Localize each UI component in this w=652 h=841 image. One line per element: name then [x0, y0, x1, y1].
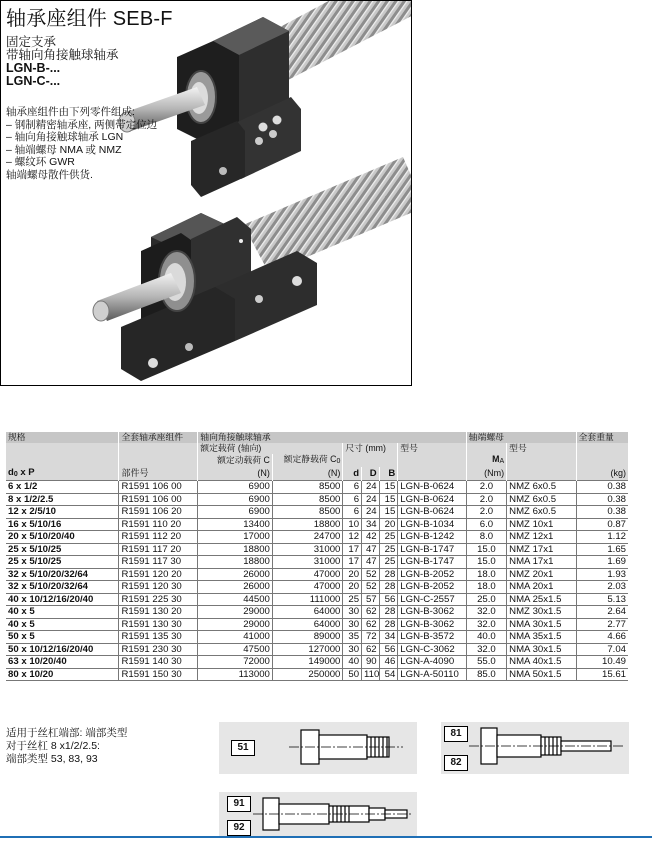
cell-type: LGN-B-3062 [398, 618, 466, 631]
cell-spec: 6 x 1/2 [6, 481, 119, 494]
footer-rule [0, 836, 652, 838]
cell-type: LGN-B-0624 [398, 493, 466, 506]
cell-spec: 25 x 5/10/25 [6, 543, 119, 556]
cell-ma: 32.0 [466, 606, 506, 619]
cell-type: LGN-B-2052 [398, 581, 466, 594]
cell-c: 18800 [198, 556, 273, 569]
cell-c0: 111000 [272, 593, 342, 606]
cell-part: R1591 110 20 [119, 518, 198, 531]
table-header-row [6, 432, 628, 443]
cell-kg: 1.12 [576, 531, 628, 544]
cell-kg: 1.69 [576, 556, 628, 569]
cell-kg: 0.38 [576, 506, 628, 519]
cell-B: 15 [379, 481, 398, 494]
cell-B: 20 [379, 518, 398, 531]
cell-c0: 149000 [272, 656, 342, 669]
cell-d: 20 [343, 568, 362, 581]
cell-spec: 20 x 5/10/20/40 [6, 531, 119, 544]
cell-D: 24 [362, 506, 380, 519]
cell-ma: 18.0 [466, 581, 506, 594]
header-bearing: 轴向角接触球轴承 [198, 432, 466, 443]
cell-ma: 2.0 [466, 506, 506, 519]
cell-spec: 80 x 10/20 [6, 668, 119, 681]
table-row [6, 531, 628, 544]
cell-type: LGN-B-1034 [398, 518, 466, 531]
cell-spec: 8 x 1/2/2.5 [6, 493, 119, 506]
end-type-diagram-81-82 [441, 722, 629, 774]
cell-nut: NMA 20x1 [507, 581, 576, 594]
table-header-row [6, 454, 628, 467]
cell-D: 62 [362, 643, 380, 656]
header-load: 额定载荷 (轴向) [198, 443, 343, 454]
cell-d: 12 [343, 531, 362, 544]
cell-c0: 31000 [272, 556, 342, 569]
cell-spec: 16 x 5/10/16 [6, 518, 119, 531]
table-row [6, 631, 628, 644]
cell-type: LGN-C-2557 [398, 593, 466, 606]
cell-kg: 10.49 [576, 656, 628, 669]
cell-type: LGN-B-0624 [398, 506, 466, 519]
cell-part: R1591 117 20 [119, 543, 198, 556]
note-line: 对于丝杠 8 x1/2/2.5: [6, 740, 100, 752]
cell-c: 29000 [198, 606, 273, 619]
cell-nut: NMZ 6x0.5 [507, 481, 576, 494]
cell-type: LGN-A-4090 [398, 656, 466, 669]
shaft-end-bottom [93, 301, 109, 321]
cell-spec: 32 x 5/10/20/32/64 [6, 581, 119, 594]
cell-type: LGN-B-2052 [398, 568, 466, 581]
cell-type: LGN-B-1747 [398, 543, 466, 556]
table-row [6, 568, 628, 581]
cell-spec: 40 x 10/12/16/20/40 [6, 593, 119, 606]
cell-D: 90 [362, 656, 380, 669]
cell-nut: NMZ 17x1 [507, 543, 576, 556]
component-note: 轴端螺母散件供货. [6, 168, 93, 181]
cell-d: 25 [343, 593, 362, 606]
cell-B: 28 [379, 568, 398, 581]
component-item: – 钢制精密轴承座, 两侧带定位边 [6, 118, 158, 131]
cell-part: R1591 120 20 [119, 568, 198, 581]
cell-c: 29000 [198, 618, 273, 631]
cell-spec: 25 x 5/10/25 [6, 556, 119, 569]
unit-ma: (Nm) [466, 467, 506, 481]
cell-d: 40 [343, 656, 362, 669]
header-stat-load: 额定静载荷 $C_0$ [272, 454, 342, 467]
cell-part: R1591 140 30 [119, 656, 198, 669]
table-row [6, 556, 628, 569]
cell-ma: 32.0 [466, 618, 506, 631]
header-dim: 尺寸 (mm) [343, 443, 398, 454]
cell-nut: NMZ 20x1 [507, 568, 576, 581]
header-d0p: $d_0$ x P [6, 467, 119, 481]
cell-spec: 40 x 5 [6, 606, 119, 619]
cell-ma: 8.0 [466, 531, 506, 544]
table-row [6, 518, 628, 531]
cell-d: 30 [343, 618, 362, 631]
cell-d: 6 [343, 506, 362, 519]
end-type-note [6, 727, 127, 766]
table-row [6, 668, 628, 681]
cell-c0: 31000 [272, 543, 342, 556]
cell-kg: 0.38 [576, 481, 628, 494]
shaft-end-drawing [219, 722, 417, 774]
cell-type: LGN-B-1747 [398, 556, 466, 569]
cell-kg: 4.66 [576, 631, 628, 644]
cell-kg: 5.13 [576, 593, 628, 606]
cell-ma: 18.0 [466, 568, 506, 581]
cell-B: 54 [379, 668, 398, 681]
cell-d: 10 [343, 518, 362, 531]
cell-c0: 64000 [272, 618, 342, 631]
cell-part: R1591 130 20 [119, 606, 198, 619]
page-title: 轴承座组件 SEB-F [6, 8, 173, 30]
cell-kg: 15.61 [576, 668, 628, 681]
shaft-end-drawing [441, 722, 629, 774]
cell-part: R1591 120 30 [119, 581, 198, 594]
cell-c: 6900 [198, 506, 273, 519]
cell-ma: 25.0 [466, 593, 506, 606]
cell-d: 17 [343, 543, 362, 556]
cell-d: 20 [343, 581, 362, 594]
cell-c0: 250000 [272, 668, 342, 681]
cell-nut: NMZ 12x1 [507, 531, 576, 544]
cell-c: 41000 [198, 631, 273, 644]
table-row [6, 593, 628, 606]
cell-ma: 15.0 [466, 543, 506, 556]
cell-D: 62 [362, 606, 380, 619]
cell-D: 42 [362, 531, 380, 544]
cell-d: 50 [343, 668, 362, 681]
table-row [6, 618, 628, 631]
table-row [6, 493, 628, 506]
header-spec: 规格 [6, 432, 119, 443]
cell-type: LGN-A-50110 [398, 668, 466, 681]
cell-c: 26000 [198, 581, 273, 594]
cell-d: 30 [343, 606, 362, 619]
cell-c: 26000 [198, 568, 273, 581]
header-nut-type: 型号 [507, 443, 576, 454]
cell-spec: 63 x 10/20/40 [6, 656, 119, 669]
header-ma: $M_A$ [466, 454, 506, 467]
cell-c: 47500 [198, 643, 273, 656]
cell-part: R1591 106 20 [119, 506, 198, 519]
cell-c0: 64000 [272, 606, 342, 619]
cell-kg: 1.65 [576, 543, 628, 556]
subtitle-line: 固定支承 [6, 35, 57, 49]
cell-c0: 8500 [272, 493, 342, 506]
cell-B: 25 [379, 531, 398, 544]
component-item: – 螺纹环 GWR [6, 156, 75, 169]
cell-ma: 15.0 [466, 556, 506, 569]
cell-nut: NMA 25x1.5 [507, 593, 576, 606]
cell-ma: 2.0 [466, 493, 506, 506]
cell-d: 35 [343, 631, 362, 644]
cell-B: 28 [379, 581, 398, 594]
cell-c0: 8500 [272, 506, 342, 519]
product-subtitle [6, 36, 119, 88]
cell-d: 6 [343, 481, 362, 494]
cell-ma: 85.0 [466, 668, 506, 681]
cell-type: LGN-B-3572 [398, 631, 466, 644]
header-D: D [362, 467, 380, 481]
note-line: 端部类型 53, 83, 93 [6, 753, 98, 765]
cell-D: 34 [362, 518, 380, 531]
cell-part: R1591 117 30 [119, 556, 198, 569]
cell-c0: 24700 [272, 531, 342, 544]
cell-part: R1591 106 00 [119, 481, 198, 494]
table-row [6, 643, 628, 656]
cell-nut: NMA 35x1.5 [507, 631, 576, 644]
end-type-diagram-51 [219, 722, 417, 774]
table-row [6, 581, 628, 594]
cell-nut: NMA 30x1.5 [507, 618, 576, 631]
table-row [6, 606, 628, 619]
cell-ma: 2.0 [466, 481, 506, 494]
header-weight: 全套重量 [576, 432, 628, 443]
cell-type: LGN-C-3062 [398, 643, 466, 656]
cell-type: LGN-B-3062 [398, 606, 466, 619]
cell-nut: NMA 50x1.5 [507, 668, 576, 681]
table-row [6, 543, 628, 556]
cell-nut: NMZ 6x0.5 [507, 493, 576, 506]
cell-spec: 50 x 10/12/16/20/40 [6, 643, 119, 656]
cell-spec: 12 x 2/5/10 [6, 506, 119, 519]
cell-nut: NMZ 30x1.5 [507, 606, 576, 619]
cell-type: LGN-B-1242 [398, 531, 466, 544]
cell-d: 6 [343, 493, 362, 506]
cell-B: 25 [379, 543, 398, 556]
cell-B: 28 [379, 606, 398, 619]
cell-B: 56 [379, 593, 398, 606]
cell-kg: 1.93 [576, 568, 628, 581]
cell-B: 46 [379, 656, 398, 669]
cell-part: R1591 130 30 [119, 618, 198, 631]
table-header-row [6, 467, 628, 481]
screw-thread [243, 157, 411, 273]
end-type-diagram-91-92 [219, 792, 417, 836]
shaft-end-drawing [219, 792, 417, 836]
subtitle-line: LGN-B-... [6, 61, 61, 75]
cell-B: 15 [379, 506, 398, 519]
cell-part: R1591 106 00 [119, 493, 198, 506]
cell-ma: 40.0 [466, 631, 506, 644]
cell-c0: 47000 [272, 568, 342, 581]
cell-kg: 0.38 [576, 493, 628, 506]
subtitle-line: LGN-C-... [6, 74, 61, 88]
cell-kg: 2.64 [576, 606, 628, 619]
cell-c: 6900 [198, 481, 273, 494]
cell-D: 47 [362, 543, 380, 556]
cell-part: R1591 225 30 [119, 593, 198, 606]
unit-stat: (N) [272, 467, 342, 481]
cell-c0: 47000 [272, 581, 342, 594]
cell-D: 62 [362, 618, 380, 631]
cell-c0: 18800 [272, 518, 342, 531]
cell-nut: NMA 30x1.5 [507, 643, 576, 656]
cell-kg: 2.03 [576, 581, 628, 594]
header-dyn-load: 额定动载荷 C [198, 454, 273, 467]
unit-dyn: (N) [198, 467, 273, 481]
header-nut: 轴端螺母 [466, 432, 576, 443]
component-item: – 轴向角接触球轴承 LGN [6, 131, 124, 144]
diagram-tag-91: 91 [227, 796, 251, 812]
table-row [6, 481, 628, 494]
cell-spec: 50 x 5 [6, 631, 119, 644]
cell-nut: NMA 17x1 [507, 556, 576, 569]
cell-nut: NMZ 10x1 [507, 518, 576, 531]
component-intro: 轴承座组件由下列零件组成: [6, 106, 135, 118]
header-partno: 部件号 [119, 467, 198, 481]
cell-c: 72000 [198, 656, 273, 669]
cell-D: 52 [362, 581, 380, 594]
header-d: d [343, 467, 362, 481]
cell-c: 113000 [198, 668, 273, 681]
cell-part: R1591 230 30 [119, 643, 198, 656]
cell-D: 24 [362, 481, 380, 494]
cell-c: 13400 [198, 518, 273, 531]
table-body [6, 481, 628, 681]
cell-c: 18800 [198, 543, 273, 556]
subtitle-line: 带轴向角接触球轴承 [6, 48, 119, 62]
table-row [6, 656, 628, 669]
cell-B: 34 [379, 631, 398, 644]
header-B: B [379, 467, 398, 481]
header-part: 全套轴承座组件 [119, 432, 198, 443]
cell-part: R1591 135 30 [119, 631, 198, 644]
cell-D: 24 [362, 493, 380, 506]
cell-part: R1591 150 30 [119, 668, 198, 681]
cell-c0: 8500 [272, 481, 342, 494]
unit-kg: (kg) [576, 467, 628, 481]
cell-c: 44500 [198, 593, 273, 606]
diagram-tag-92: 92 [227, 820, 251, 836]
cell-D: 52 [362, 568, 380, 581]
diagram-tag-51: 51 [231, 740, 255, 756]
cell-spec: 32 x 5/10/20/32/64 [6, 568, 119, 581]
component-item: – 轴端螺母 NMA 或 NMZ [6, 143, 122, 156]
cell-d: 17 [343, 556, 362, 569]
cell-type: LGN-B-0624 [398, 481, 466, 494]
cell-ma: 55.0 [466, 656, 506, 669]
cell-ma: 6.0 [466, 518, 506, 531]
cell-B: 56 [379, 643, 398, 656]
cell-nut: NMA 40x1.5 [507, 656, 576, 669]
cell-part: R1591 112 20 [119, 531, 198, 544]
cell-kg: 2.77 [576, 618, 628, 631]
cell-B: 25 [379, 556, 398, 569]
cell-D: 110 [362, 668, 380, 681]
spec-table [6, 432, 628, 681]
cell-D: 47 [362, 556, 380, 569]
cell-kg: 7.04 [576, 643, 628, 656]
note-line: 适用于丝杠端部: 端部类型 [6, 727, 128, 739]
cell-B: 15 [379, 493, 398, 506]
table-header-row [6, 443, 628, 454]
cell-D: 72 [362, 631, 380, 644]
cell-c: 6900 [198, 493, 273, 506]
header-type: 型号 [398, 443, 466, 454]
cell-kg: 0.87 [576, 518, 628, 531]
cell-D: 57 [362, 593, 380, 606]
cell-ma: 32.0 [466, 643, 506, 656]
cell-d: 30 [343, 643, 362, 656]
component-list [6, 106, 157, 182]
cell-B: 28 [379, 618, 398, 631]
cell-c: 17000 [198, 531, 273, 544]
cell-c0: 89000 [272, 631, 342, 644]
cell-nut: NMZ 6x0.5 [507, 506, 576, 519]
cell-spec: 40 x 5 [6, 618, 119, 631]
diagram-tag-82: 82 [444, 755, 468, 771]
diagram-tag-81: 81 [444, 726, 468, 742]
table-row [6, 506, 628, 519]
cell-c0: 127000 [272, 643, 342, 656]
